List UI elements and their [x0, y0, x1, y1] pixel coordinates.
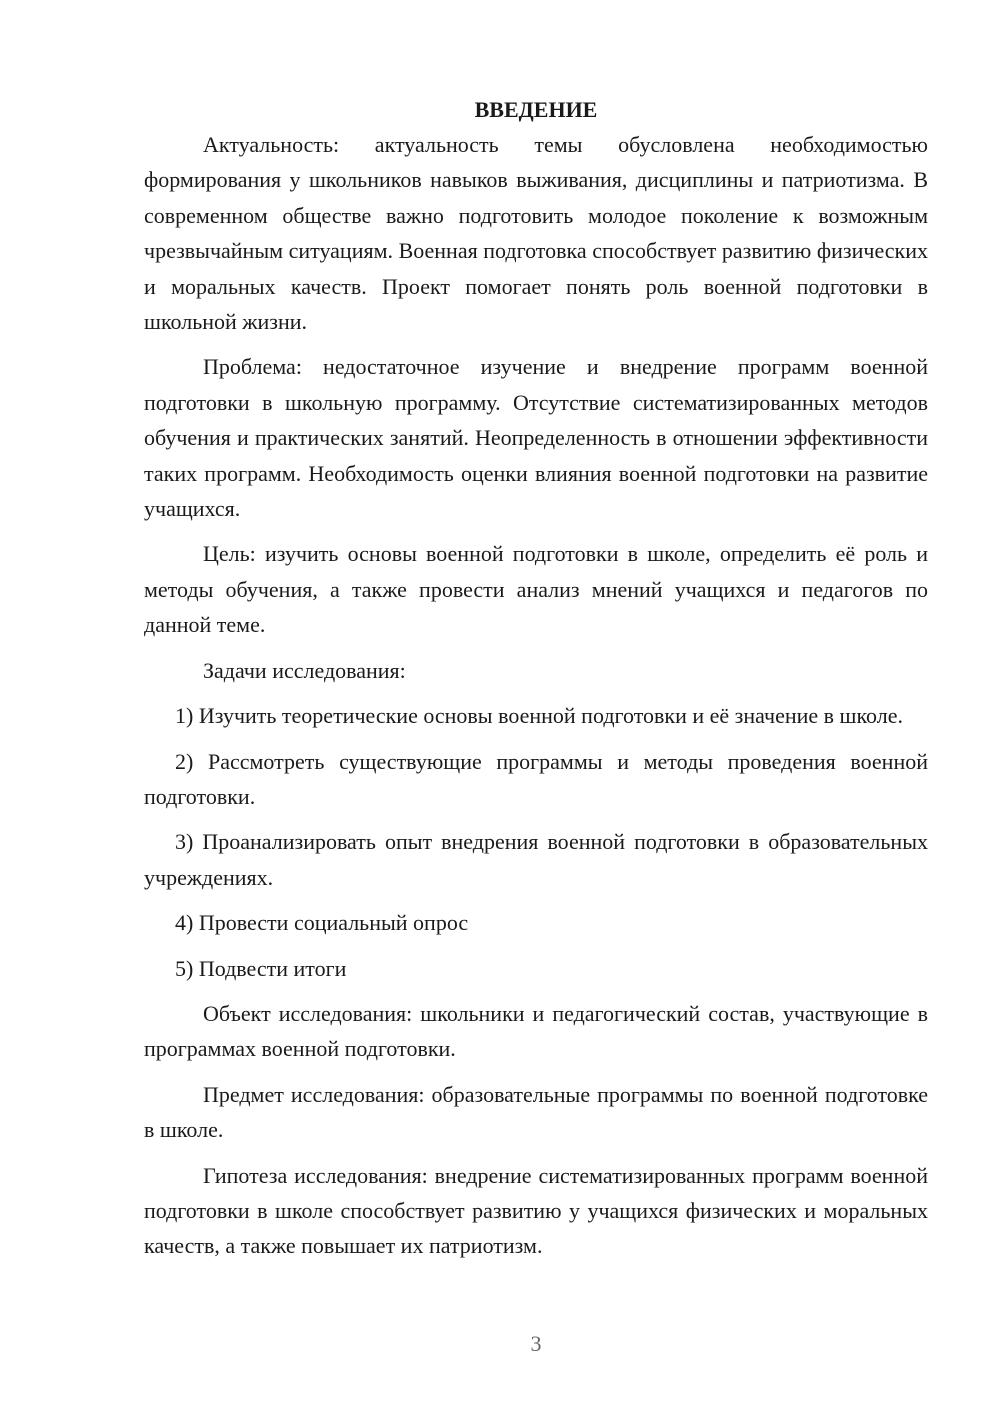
- tasks-heading: Задачи исследования:: [203, 657, 406, 683]
- paragraph-relevance: Актуальность: актуальность темы обусловлена необходимостью формирования у школьников навыков выживания, дисциплины и патриотизма. В современном обществе важно подготовить молодое поколение к возможным чрезвычайным ситуациям. Военная подготовка способствует развитию физических и моральных качеств. Проект помогает понять роль военной подготовки в школьной жизни.: [144, 132, 928, 335]
- paragraph-goal: Цель: изучить основы военной подготовки в школе, определить её роль и методы обучения, а также провести анализ мнений учащихся и педагогов по данной теме.: [144, 541, 928, 638]
- paragraph-hypothesis: Гипотеза исследования: внедрение систематизированных программ военной подготовки в школе способствует развитию у учащихся физических и моральных качеств, а также повышает их патриотизм.: [144, 1162, 928, 1259]
- task-item-2: 2) Рассмотреть существующие программы и методы проведения военной подготовки.: [144, 748, 928, 809]
- task-item-1: 1) Изучить теоретические основы военной подготовки и её значение в школе.: [175, 703, 904, 729]
- section-title: ВВЕДЕНИЕ: [474, 97, 598, 122]
- task-item-3: 3) Проанализировать опыт внедрения военной подготовки в образовательных учреждениях.: [144, 829, 928, 890]
- task-item-4: 4) Провести социальный опрос: [175, 910, 469, 936]
- document-page: [144, 92, 928, 1274]
- paragraph-object: Объект исследования: школьники и педагогический состав, участвующие в программах военной подготовки.: [144, 1000, 928, 1062]
- page-number: 3: [530, 1331, 542, 1356]
- task-item-5: 5) Подвести итоги: [175, 955, 347, 981]
- paragraph-problem: Проблема: недостаточное изучение и внедрение программ военной подготовки в школьную программу. Отсутствие систематизированных методов обучения и практических занятий. Неопределенность в отношении эффективности таких программ. Необходимость оценки влияния военной подготовки на развитие учащихся.: [144, 354, 928, 522]
- paragraph-subject: Предмет исследования: образовательные программы по военной подготовке в школе.: [144, 1081, 928, 1143]
